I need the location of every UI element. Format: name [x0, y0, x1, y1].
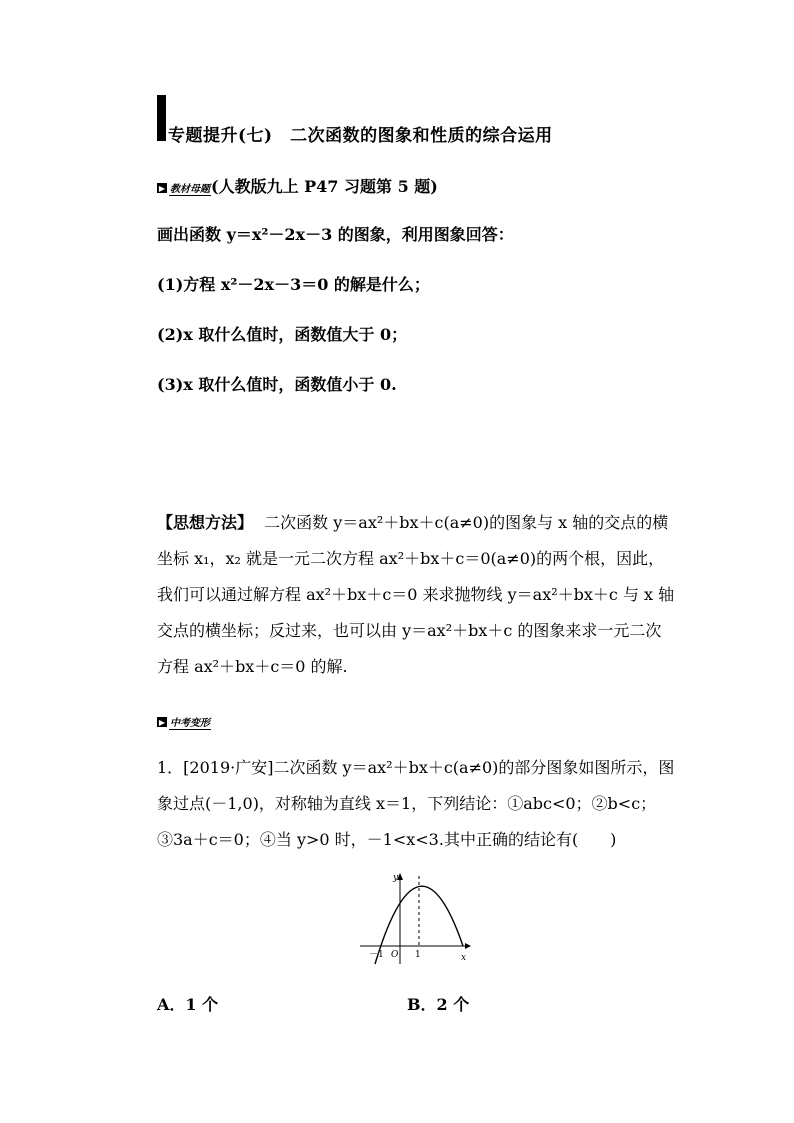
- question-3: (3)x 取什么值时，函数值小于 0.: [157, 375, 397, 394]
- play-icon: ▶: [158, 716, 166, 727]
- one-label: 1: [415, 950, 421, 960]
- variant-problem: 1．[2019·广安]二次函数 y＝ax²＋bx＋c(a≠0)的部分图象如图所示，图象过点(－1,0)，对称轴为直线 x＝1，下列结论：①abc<0；②b<c；③3a＋c＝0；④当 y>0 时，－1<x<3.其中正确的结论有( ): [157, 758, 675, 849]
- choice-b: B．2 个: [407, 995, 470, 1014]
- play-icon: ▶: [158, 182, 166, 193]
- variant-tag-line: [157, 711, 211, 730]
- x-axis-arrow: [465, 943, 471, 949]
- choice-a: A．1 个: [157, 995, 219, 1014]
- method-paragraph: [157, 505, 677, 685]
- neg-one-label: －1: [369, 950, 384, 960]
- title-marker-bar: [157, 95, 166, 141]
- textbook-source-line: [157, 174, 438, 197]
- textbook-source: (人教版九上 P47 习题第 5 题): [211, 177, 438, 196]
- question-2: (2)x 取什么值时，函数值大于 0；: [157, 325, 408, 344]
- method-label: 【思想方法】: [157, 513, 254, 532]
- y-axis-label: y: [393, 873, 399, 883]
- textbook-tag: 教材母题: [169, 180, 211, 196]
- origin-label: O: [391, 950, 399, 960]
- page-title: 专题提升(七) 二次函数的图象和性质的综合运用: [168, 126, 553, 146]
- parabola-figure: [355, 868, 475, 968]
- question-1: (1)方程 x²－2x－3＝0 的解是什么；: [157, 275, 430, 294]
- method-text: 二次函数 y＝ax²＋bx＋c(a≠0)的图象与 x 轴的交点的横坐标 x₁，x₂ 就是一元二次方程 ax²＋bx＋c＝0(a≠0)的两个根，因此，我们可以通过解方程 ax²＋bx＋c＝0 来求抛物线 y＝ax²＋bx＋c 与 x 轴交点的横坐标；反过来，也可以由 y＝ax²＋bx＋c 的图象来求一元二次方程 ax²＋bx＋c＝0 的解.: [157, 513, 675, 676]
- x-axis-label: x: [461, 953, 467, 963]
- variant-tag: 中考变形: [169, 714, 211, 730]
- textbook-prompt: 画出函数 y＝x²－2x－3 的图象，利用图象回答：: [157, 225, 514, 244]
